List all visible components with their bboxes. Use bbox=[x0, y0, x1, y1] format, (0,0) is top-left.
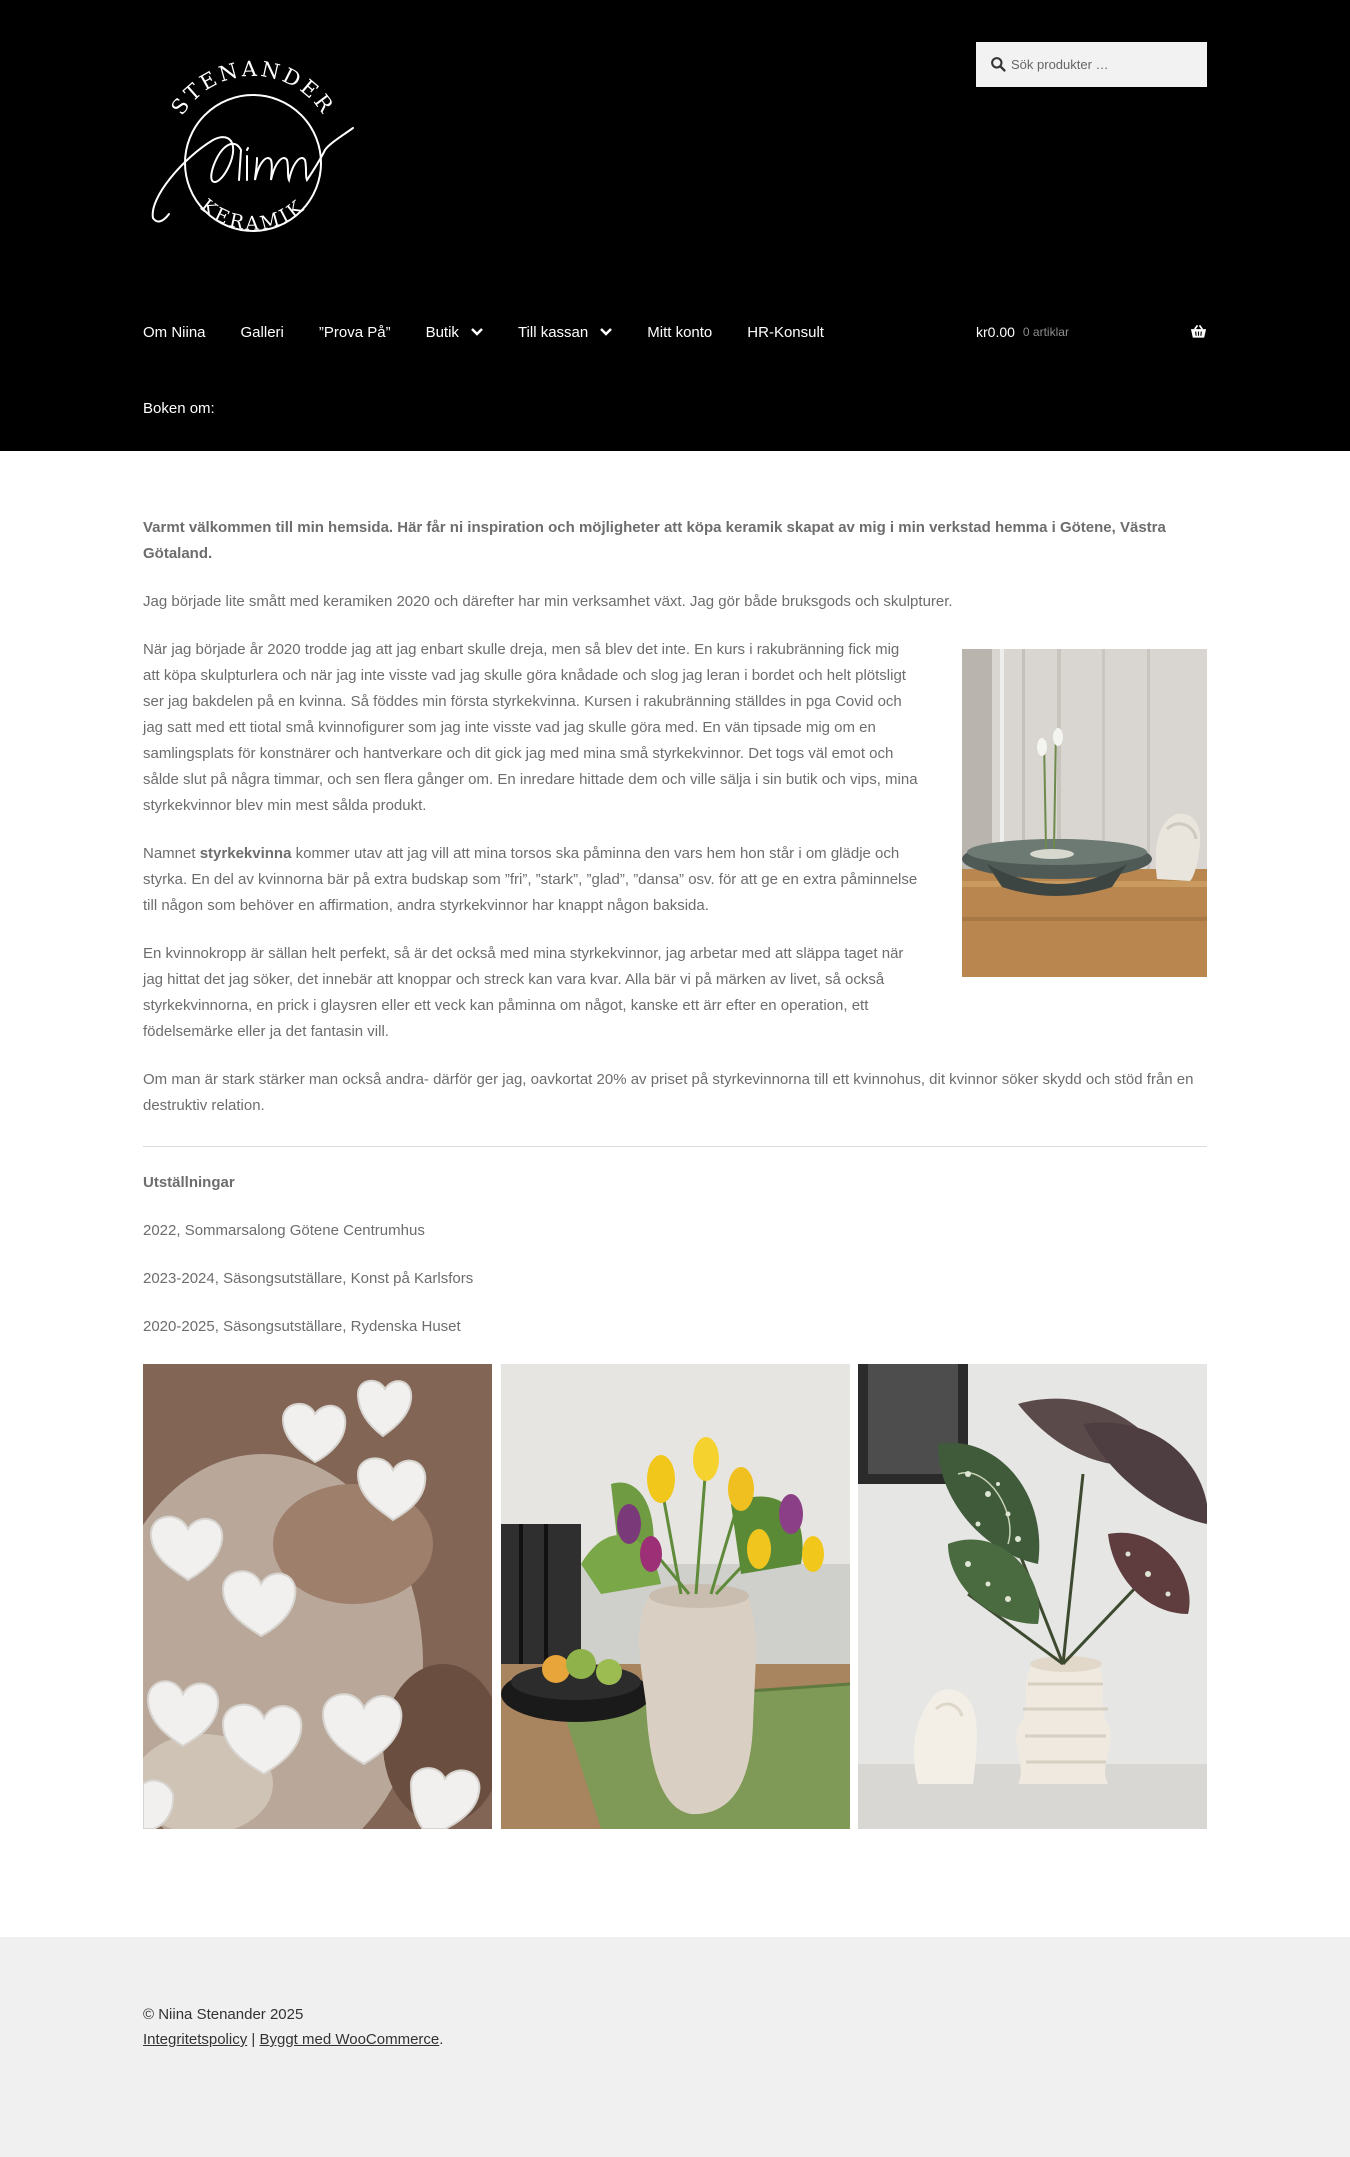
chevron-down-icon[interactable] bbox=[600, 328, 612, 336]
privacy-policy-link[interactable]: Integritetspolicy bbox=[143, 2031, 248, 2048]
exhibition-item: 2022, Sommarsalong Götene Centrumhus bbox=[143, 1222, 425, 1239]
period: . bbox=[439, 2031, 444, 2048]
exhibition-item: 2023-2024, Säsongsutställare, Konst på Karlsfors bbox=[143, 1270, 474, 1287]
nav-item-hr-konsult[interactable] bbox=[747, 324, 824, 341]
exhibitions bbox=[143, 1170, 1207, 1362]
woocommerce-link[interactable]: Byggt med WooCommerce bbox=[259, 2031, 440, 2048]
svg-text:KERAMIK bbox=[196, 195, 310, 235]
nav-item-boken-om[interactable]: Boken om: bbox=[143, 400, 215, 417]
text: kommer utav att jag vill att mina torsos ska påminna den vars hem hon står i om glädje och styrka. En del av kvinnorna bär på extra budskap som ”fri”, ”stark”, ”glad”, ”dansa” osv. för att ge en extra påminnelse till någon som behöver en affirmation, andra styrkekvinnor har knappt någon baksida. bbox=[143, 845, 918, 914]
nav-label: Till kassan bbox=[517, 323, 589, 341]
bold-text: styrkekvinna bbox=[199, 845, 292, 862]
nav-label: Om Niina bbox=[143, 323, 206, 341]
footer-links bbox=[143, 2027, 443, 2052]
copyright: © Niina Stenander 2025 bbox=[143, 2006, 304, 2023]
exhibitions-heading: Utställningar bbox=[143, 1174, 235, 1191]
plant-and-sculpture-photo[interactable] bbox=[858, 1364, 1207, 1829]
exhibition-item: 2020-2025, Säsongsutställare, Rydenska Huset bbox=[143, 1318, 461, 1335]
nav-item-prova-pa[interactable] bbox=[319, 324, 391, 341]
paragraph bbox=[143, 841, 918, 919]
intro-text: Varmt välkommen till min hemsida. Här får ni inspiration och möjligheter att köpa keramik skapat av mig i min verkstad hemma i Götene, Västra Götaland. bbox=[143, 519, 1166, 562]
svg-text:STENANDER bbox=[166, 58, 339, 119]
nav-label: HR-Konsult bbox=[747, 323, 824, 341]
nav-label: ”Prova På” bbox=[318, 323, 391, 341]
mini-cart[interactable] bbox=[976, 322, 1207, 342]
nav-label: Mitt konto bbox=[647, 323, 713, 341]
nav-item-mitt-konto[interactable] bbox=[647, 324, 712, 341]
search-icon[interactable] bbox=[990, 56, 1007, 73]
nav-item-till-kassan[interactable] bbox=[518, 324, 612, 341]
chevron-down-icon[interactable] bbox=[471, 328, 483, 336]
cart-count: 0 artiklar bbox=[1022, 325, 1069, 339]
bowl-snowdrop-photo bbox=[962, 649, 1207, 977]
search-input[interactable] bbox=[1011, 42, 1201, 87]
primary-nav bbox=[143, 322, 859, 342]
paragraph: Jag började lite smått med keramiken 2020 och därefter har min verksamhet växt. Jag gör både bruksgods och skulpturer. bbox=[143, 593, 953, 610]
nav-item-om-niina[interactable] bbox=[143, 324, 206, 341]
tulips-vase-photo[interactable] bbox=[501, 1364, 850, 1829]
paragraph: En kvinnokropp är sällan helt perfekt, så är det också med mina styrkekvinnor, jag arbetar med att släppa taget när jag hittat det jag söker, det innebär att knoppar och streck kan vara kvar. Alla bär vi på märken av livet, så också styrkekvinnorna, en prick i glaysren eller ett veck kan påminna om något, kanske ett ärr efter en operation, ett födelsemärke eller ja det fantasin vill. bbox=[143, 945, 904, 1040]
nav-item-galleri[interactable] bbox=[241, 324, 284, 341]
site-logo[interactable] bbox=[143, 58, 363, 258]
nav-item-butik[interactable] bbox=[426, 324, 483, 341]
divider bbox=[143, 1146, 1207, 1147]
site-header bbox=[0, 0, 1350, 451]
heart-bowls-photo[interactable] bbox=[143, 1364, 492, 1829]
cart-amount: kr0.00 bbox=[976, 324, 1015, 340]
product-search[interactable] bbox=[976, 42, 1207, 87]
separator: | bbox=[251, 2031, 256, 2048]
photo-gallery bbox=[143, 1364, 1207, 1829]
logo-signature bbox=[153, 128, 353, 218]
paragraph: Om man är stark stärker man också andra- därför ger jag, oavkortat 20% av priset på styrkevinnorna till ett kvinnohus, dit kvinnor söker skydd och stöd från en destruktiv relation. bbox=[143, 1071, 1194, 1114]
site-footer bbox=[0, 1937, 1350, 2157]
paragraph: När jag började år 2020 trodde jag att jag enbart skulle dreja, men så blev det inte. En kurs i rakubränning fick mig att köpa skulpturlera och när jag inte visste vad jag skulle göra knådade och slog jag leran i bordet och helt plötsligt ser jag bakdelen på en kvinna. Så föddes min första styrkekvinna. Kursen i rakubränning ställdes in pga Covid och jag satt med ett tiotal små kvinnofigurer som jag inte visste vad jag skulle göra med. En vän tipsade mig om en samlingsplats för konstnärer och hantverkare och dit gick jag med mina små styrkekvinnor. Det togs väl emot och sålde slut på några timmar, och sen flera gånger om. En inredare hittade dem och ville sälja i sin butik och vips, mina styrkekvinnor blev min mest sålda produkt. bbox=[143, 641, 918, 814]
page-content bbox=[143, 515, 1207, 1141]
text: Namnet bbox=[143, 845, 200, 862]
nav-label: Galleri bbox=[240, 323, 284, 341]
logo-top-text: STENANDER bbox=[166, 58, 340, 120]
nav-label: Butik bbox=[425, 323, 459, 341]
basket-icon[interactable] bbox=[1190, 324, 1207, 339]
logo-bottom-text: KERAMIK bbox=[196, 194, 310, 235]
